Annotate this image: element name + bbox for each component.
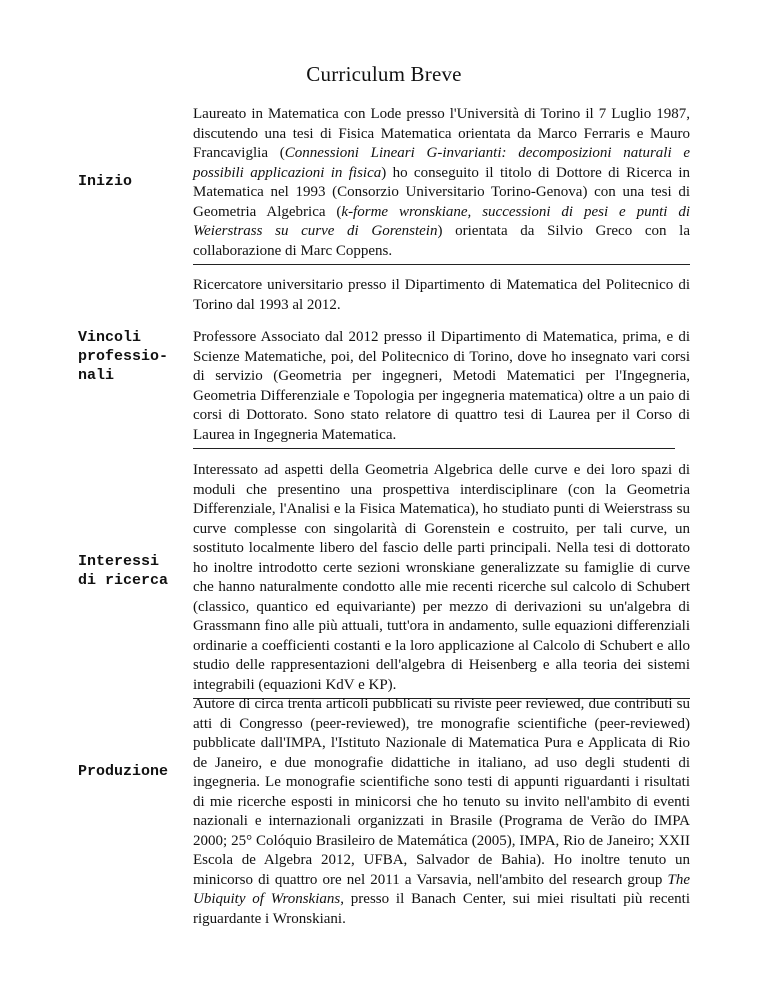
label-line: Interessi [78, 553, 160, 570]
paragraph: Ricercatore universitario presso il Dipartimento di Matematica del Politecnico di Torino dal 1993 al 2012. [193, 277, 690, 313]
label-line: Vincoli [78, 329, 142, 346]
research-group-name: The Ubiquity of Wronskians [193, 871, 690, 907]
label-line: nali [78, 367, 115, 384]
text-run: Laureato in Matematica con Lode presso l'Università di Torino il 7 Luglio 1987, discutendo una tesi di Fisica Matematica orientata da Marco Ferraris e Mauro Francaviglia ( [193, 106, 690, 161]
paragraph: Interessato ad aspetti della Geometria Algebrica delle curve e dei loro spazi di moduli che presentino una prospettiva interdisciplinare (con la Geometria Differenziale, l'Analisi e la Fisica Matematica), ho studiato punti di Weierstrass su curve complesse con singolarità di Gorenstein e costruito, per tali curve, un sostituto localmente libero del fascio delle parti principali. Nella tesi di dottorato ho inoltre introdotto certe sezioni wronskiane generalizzate su famiglie di curve che hanno naturalmente condotto alle mie recenti ricerche sul calcolo di Schubert (classico, quantico ed equivariante) per mezzo di derivazioni su un'algebra di Grassmann fino alle più attuali, tutt'ora in andamento, sulle equazioni differenziali ordinarie a coefficienti costanti e la loro applicazione al Calcolo di Schubert e allo studio delle rappresentazioni dell'algebra di Heisenberg e alla teoria dei sistemi integrabili (equazioni KdV e KP). [193, 462, 690, 693]
label-line: di ricerca [78, 572, 169, 589]
text-run: , presso il Banach Center, sui miei risultati più recenti riguardante i Wronskiani. [193, 891, 690, 927]
section-divider [193, 264, 690, 265]
page-title: Curriculum Breve [306, 62, 462, 86]
section-text-ricercatore [193, 276, 690, 315]
thesis-title-laurea: Connessioni Lineari G-invarianti: decomposizioni naturali e possibili applicazioni in fisica [193, 145, 691, 181]
paragraph [193, 695, 690, 929]
section-text-interessi [193, 461, 690, 699]
section-label-inizio: Inizio [78, 173, 133, 190]
section-text-professore [193, 328, 690, 449]
text-run: ) ho conseguito il titolo di Dottore di Ricerca in Matematica nel 1993 (Consorzio Universitario Torino-Genova) con una tesi di Geometria Algebrica ( [193, 164, 690, 220]
section-text-produzione [193, 695, 690, 929]
paragraph [193, 105, 690, 261]
thesis-title-dottorato: k-forme wronskiane, successioni di pesi e punti di Weierstrass su curve di Gorenstein [193, 203, 690, 239]
label-line: professio- [78, 348, 169, 365]
text-run: ) orientata da Silvio Greco con la collaborazione di Marc Coppens. [193, 223, 690, 259]
text-run: Autore di circa trenta articoli pubblicati su riviste peer reviewed, due contributi su atti di Congresso (peer-reviewed), tre monografie scientifiche (peer-reviewed) pubblicate dall'IMPA, l'Istituto Nazionale di Matematica Pura e Applicata di Rio de Janeiro, e due monografie didattiche in italiano, ad uso degli studenti di ingegneria. Le monografie scientifiche sono testi di appunti riguardanti i risultati di mie ricerche esposti in minicorsi che ho tenuto su invito nell'ambito di eventi nazionali e internazionali organizzati in Brasile (Programa de Verão do IMPA 2000; 25° Colóquio Brasileiro de Matemática (2005), IMPA, Rio de Janeiro; XXII Escola de Algebra 2012, UFBA, Salvador de Bahia). Ho inoltre tenuto un minicorso di quattro ore nel 2011 a Varsavia, nell'ambito del research group [193, 696, 690, 888]
section-label-interessi-di-ricerca [78, 552, 168, 590]
section-label-vincoli-professionali [78, 328, 168, 385]
paragraph: Professore Associato dal 2012 presso il Dipartimento di Matematica, prima, e di Scienze Matematiche, poi, del Politecnico di Torino, dove ho insegnato vari corsi di servizio (Geometria per ingegneri, Metodi Matematici per l'Ingegneria, Geometria Differenziale e Topologia per ingegneria matematica) oltre a un paio di corsi di Dottorato. Sono stato relatore di quattro tesi di Laurea per il Corso di Laurea in Ingegneria Matematica. [193, 329, 690, 443]
section-text-inizio [193, 105, 690, 265]
section-label-produzione: Produzione [78, 763, 169, 780]
section-divider [193, 448, 675, 449]
